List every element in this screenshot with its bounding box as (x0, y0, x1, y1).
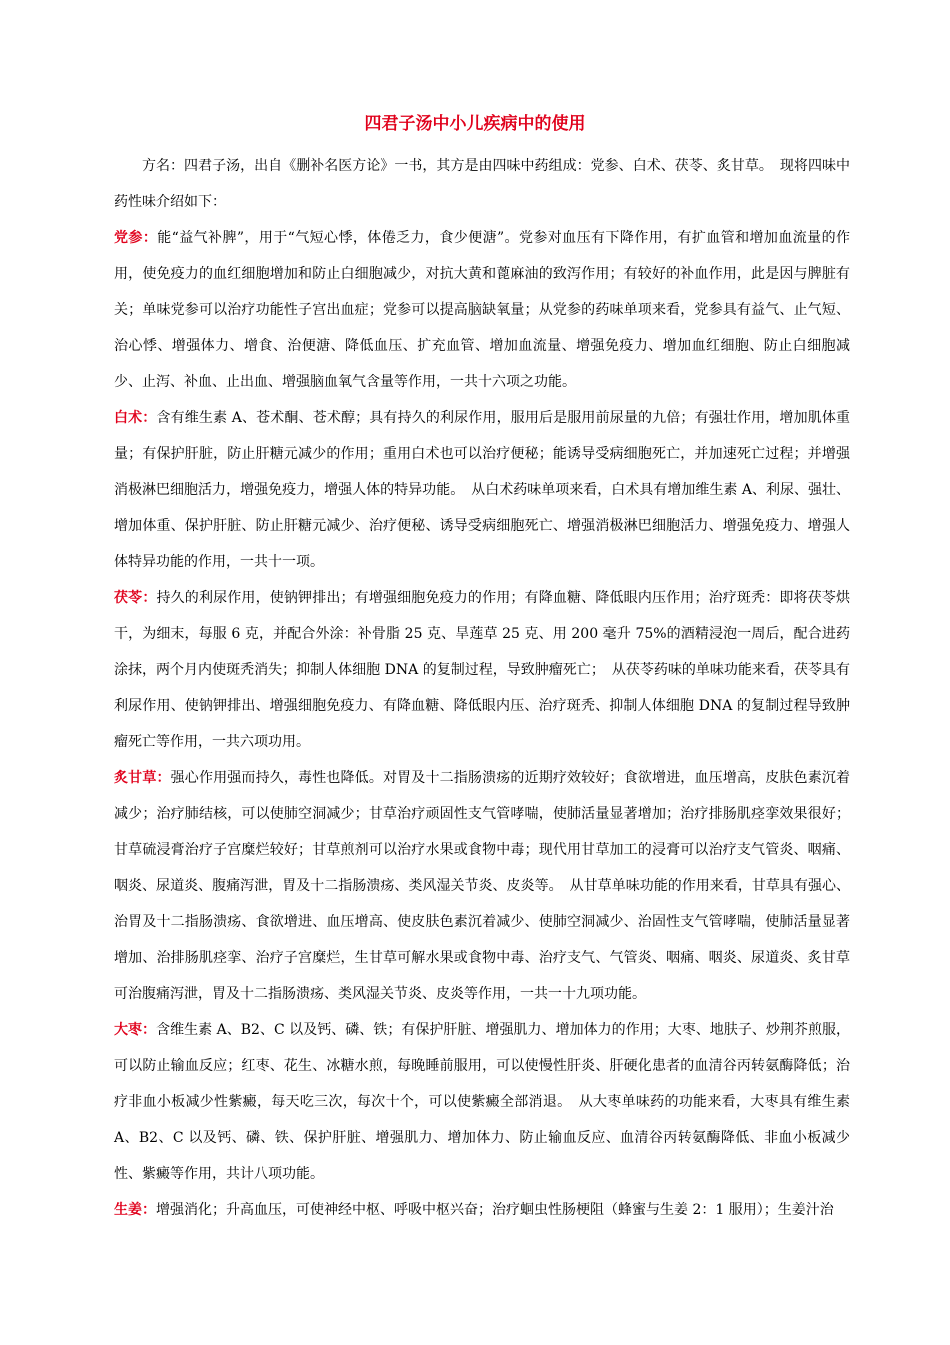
herb-paragraph-fuling (114, 580, 850, 760)
herb-name: 大枣： (114, 1022, 157, 1038)
herb-description: 含维生素 A、B2、C 以及钙、磷、铁；有保护肝脏、增强肌力、增加体力的作用；大枣、地肤子、炒荆芥煎服，可以防止输血反应；红枣、花生、冰糖水煎，每晚睡前服用，可以使慢性肝炎、肝硬化患者的血清谷丙转氨酶降低；治疗非血小板减少性紫癜，每天吃三次，每次十个，可以使紫癜全部消退。 从大枣单味药的功能来看，大枣具有维生素 A、B2、C 以及钙、磷、铁、保护肝脏、增强肌力、增加体力、防止输血反应、血清谷丙转氨酶降低、非血小板减少性、紫癜等作用，共计八项功能。 (114, 1022, 850, 1182)
herb-paragraph-baizhu (114, 400, 850, 580)
herb-paragraph-dazao (114, 1012, 850, 1192)
herb-paragraph-zhigancao (114, 760, 850, 1012)
herb-description: 持久的利尿作用，使钠钾排出；有增强细胞免疫力的作用；有降血糖、降低眼内压作用；治疗斑秃：即将茯苓烘干，为细末，每服 6 克，并配合外涂：补骨脂 25 克、旱莲草 25 克、用 200 毫升 75%的酒精浸泡一周后，配合进药涂抹，两个月内使斑秃消失；抑制人体细胞 DNA 的复制过程，导致肿瘤死亡； 从茯苓药味的单味功能来看，茯苓具有利尿作用、使钠钾排出、增强细胞免疫力、有降血糖、降低眼内压、治疗斑秃、抑制人体细胞 DNA 的复制过程导致肿瘤死亡等作用，一共六项功用。 (114, 590, 851, 750)
herb-name: 炙甘草： (114, 770, 171, 786)
herb-paragraph-shengjiang (114, 1192, 850, 1228)
herb-name: 党参： (114, 230, 158, 246)
herb-description: 含有维生素 A、苍术酮、苍术醇；具有持久的利尿作用，服用后是服用前尿量的九倍；有强壮作用，增加肌体重量；有保护肝脏，防止肝糖元减少的作用；重用白术也可以治疗便秘；能诱导受病细胞死亡，并加速死亡过程；并增强消极淋巴细胞活力，增强免疫力，增强人体的特异功能。 从白术药味单项来看，白术具有增加维生素 A、利尿、强壮、增加体重、保护肝脏、防止肝糖元减少、治疗便秘、诱导受病细胞死亡、增强消极淋巴细胞活力、增强免疫力、增强人体特异功能的作用，一共十一项。 (114, 410, 851, 570)
herb-name: 茯苓： (114, 590, 157, 606)
document-body (114, 148, 850, 1228)
herb-name: 生姜： (114, 1202, 156, 1218)
herb-description: 增强消化；升高血压，可使神经中枢、呼吸中枢兴奋；治疗蛔虫性肠梗阻（蜂蜜与生姜 2：1 服用）；生姜汁治 (156, 1202, 834, 1218)
herb-description: 能“益气补脾”，用于“气短心悸，体倦乏力，食少便溏”。党参对血压有下降作用，有扩血管和增加血流量的作用，使免疫力的血红细胞增加和防止白细胞减少，对抗大黄和蓖麻油的致泻作用；有较好的补血作用，此是因与脾脏有关；单味党参可以治疗功能性子宫出血症；党参可以提高脑缺氧量；从党参的药味单项来看，党参具有益气、止气短、治心悸、增强体力、增食、治便溏、降低血压、扩充血管、增加血流量、增强免疫力、增加血红细胞、防止白细胞减少、止泻、补血、止出血、增强脑血氧气含量等作用，一共十六项之功能。 (114, 230, 850, 390)
herb-paragraph-dangshen (114, 220, 850, 400)
herb-name: 白术： (114, 410, 157, 426)
document-title: 四君子汤中小儿疾病中的使用 (364, 114, 586, 134)
intro-paragraph: 方名：四君子汤，出自《删补名医方论》一书，其方是由四味中药组成：党参、白术、茯苓、炙甘草。 现将四味中药性味介绍如下： (114, 158, 850, 210)
herb-description: 强心作用强而持久，毒性也降低。对胃及十二指肠溃疡的近期疗效较好；食欲增进，血压增高，皮肤色素沉着减少；治疗肺结核，可以使肺空洞减少；甘草治疗顽固性支气管哮喘，使肺活量显著增加；治疗排肠肌痉挛效果很好；甘草硫浸膏治疗子宫糜烂较好；甘草煎剂可以治疗水果或食物中毒；现代用甘草加工的浸膏可以治疗支气管炎、咽痛、咽炎、尿道炎、腹痛泻泄，胃及十二指肠溃疡、类风湿关节炎、皮炎等。 从甘草单味功能的作用来看，甘草具有强心、治胃及十二指肠溃疡、食欲增进、血压增高、使皮肤色素沉着减少、使肺空洞减少、治固性支气管哮喘，使肺活量显著增加、治排肠肌痉挛、治疗子宫糜烂，生甘草可解水果或食物中毒、治疗支气、气管炎、咽痛、咽炎、尿道炎、炙甘草可治腹痛泻泄，胃及十二指肠溃疡、类风湿关节炎、皮炎等作用，一共一十九项功能。 (114, 770, 851, 1002)
